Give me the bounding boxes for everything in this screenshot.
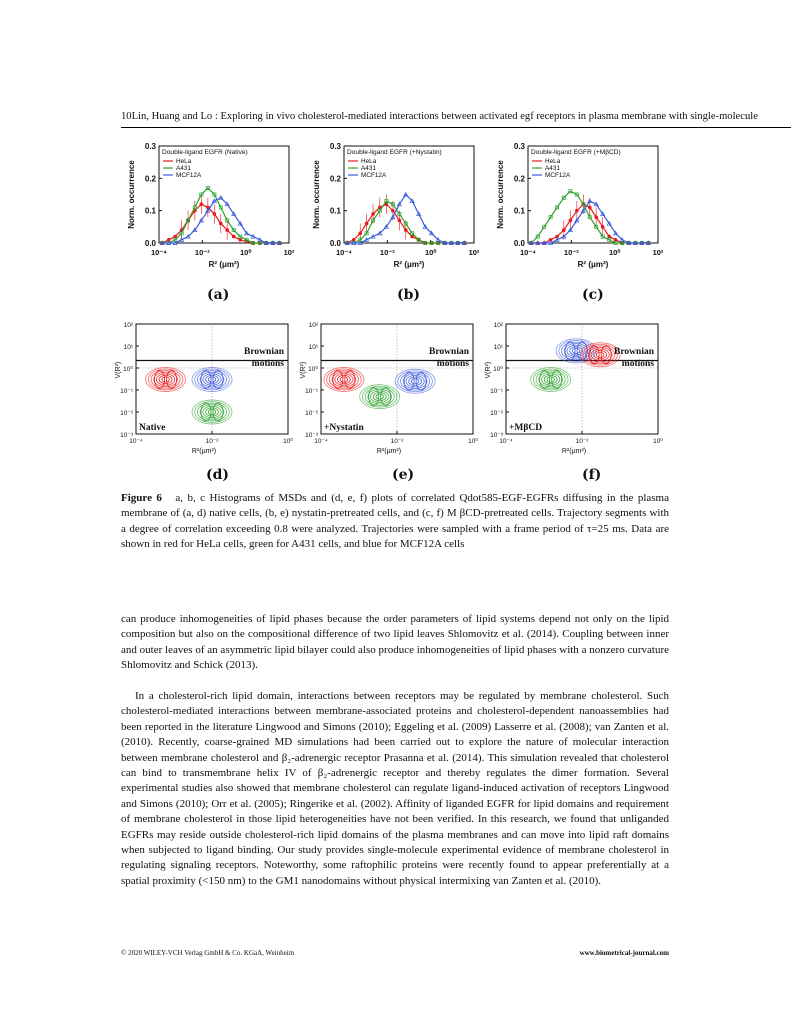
y-tick-label: 0.3 [144, 142, 156, 151]
y-axis-label: V(R²) [300, 361, 307, 379]
y-axis-label: V(R²) [485, 361, 492, 379]
legend-label: A431 [545, 165, 560, 172]
region-label: motions [621, 359, 654, 369]
panel-letter-b: (b) [397, 287, 421, 303]
x-tick-label: 10⁻² [575, 438, 589, 445]
y-tick-label: 0.0 [329, 239, 341, 248]
y-tick-label: 10⁻¹ [305, 388, 318, 395]
figure-panel-d [108, 316, 298, 461]
y-axis-label: V(R²) [115, 361, 122, 379]
legend-label: HeLa [176, 158, 192, 165]
y-axis-label: Norm. occurrence [496, 160, 505, 229]
x-tick-label: 10⁰ [239, 248, 252, 257]
panel-letter-d: (d) [206, 467, 230, 483]
region-label: motions [436, 359, 469, 369]
y-tick-label: 10⁻² [120, 410, 133, 417]
y-tick-label: 10⁻¹ [490, 388, 503, 395]
y-tick-label: 10⁻² [490, 410, 503, 417]
y-tick-label: 0.3 [329, 142, 341, 151]
data-point [614, 238, 618, 242]
legend-label: HeLa [361, 158, 377, 165]
treatment-label: +MβCD [509, 423, 543, 433]
y-tick-label: 10⁰ [493, 366, 503, 373]
panel-letter-c: (c) [582, 287, 604, 303]
y-tick-label: 10² [308, 322, 318, 329]
chart-title: Double-ligand EGFR (Native) [162, 149, 248, 156]
figure-caption-label: Figure 6 [121, 492, 162, 504]
x-axis-label: R²(μm²) [376, 448, 402, 455]
x-tick-label: 10⁻⁴ [335, 248, 353, 257]
panel-letter-a: (a) [207, 287, 230, 303]
y-tick-label: 0.1 [329, 206, 341, 216]
x-tick-label: 10⁻⁴ [499, 438, 513, 445]
treatment-label: +Nystatin [324, 423, 364, 433]
correlation-plot-e [293, 316, 483, 461]
figure-caption-text: a, b, c Histograms of MSDs and (d, e, f) plots of correlated Qdot585-EGF-EGFRs diffusing in the plasma membrane of (a, d) native cells, (b, e) nystatin-pretreated cells, and (c, f) M βCD-pretreated cells. Trajectory segments with a degree of correlation exceeding 0.8 were analyzed. Trajectories were sampled with a frame period of τ=25 ms. Data are shown in red for HeLa cells, green for A431 cells, and blue for MCF12A cells [121, 492, 670, 551]
x-tick-label: 10⁻² [205, 438, 219, 445]
y-tick-label: 10⁻² [305, 410, 318, 417]
legend-label: MCF12A [361, 172, 387, 179]
x-tick-label: 10⁻⁴ [519, 248, 537, 257]
x-tick-label: 10⁻² [379, 248, 395, 257]
data-point [607, 235, 611, 239]
legend-label: HeLa [545, 158, 561, 165]
x-tick-label: 10⁰ [424, 248, 437, 257]
y-axis-label: Norm. occurrence [312, 160, 321, 229]
panel-letter-f: (f) [582, 467, 602, 483]
y-tick-label: 0.2 [144, 174, 156, 184]
histogram-a [121, 138, 301, 278]
y-tick-label: 0.2 [329, 174, 341, 184]
chart-title: Double-ligand EGFR (+Nystatin) [347, 149, 442, 156]
histogram-b [306, 138, 486, 278]
x-axis-label: R² (μm²) [208, 260, 240, 269]
figure-caption [121, 491, 669, 553]
footer-website: www.biometrical-journal.com [579, 949, 669, 957]
x-tick-label: 10⁻⁴ [129, 438, 143, 445]
x-axis-label: R² (μm²) [393, 260, 425, 269]
y-tick-label: 10⁻³ [490, 432, 503, 439]
y-tick-label: 10¹ [123, 344, 133, 351]
x-tick-label: 10⁻² [194, 248, 210, 257]
running-header: 10Lin, Huang and Lo : Exploring in vivo cholesterol-mediated interactions between activated egf receptors in plasma membrane with single-molecule [121, 111, 758, 122]
figure-panel-b [306, 138, 486, 278]
x-tick-label: 10⁰ [608, 248, 621, 257]
region-label: Brownian [429, 347, 469, 357]
y-tick-label: 10⁰ [123, 366, 133, 373]
figure-panel-f [478, 316, 668, 461]
figure-panel-a [121, 138, 301, 278]
chart-title: Double-ligand EGFR (+MβCD) [531, 149, 621, 156]
y-tick-label: 10² [493, 322, 503, 329]
y-tick-label: 10⁻¹ [120, 388, 133, 395]
x-tick-label: 10⁻⁴ [150, 248, 168, 257]
y-tick-label: 10⁰ [308, 366, 318, 373]
y-tick-label: 0.3 [513, 142, 525, 151]
figure-panel-e [293, 316, 483, 461]
region-label: motions [251, 359, 284, 369]
x-axis-label: R²(μm²) [191, 448, 217, 455]
y-tick-label: 10² [123, 322, 133, 329]
footer-copyright: © 2020 WILEY-VCH Verlag GmbH & Co. KGaA, Weinheim [121, 949, 295, 957]
body-paragraph-2: In a cholesterol-rich lipid domain, interactions between receptors may be regulated by membrane cholesterol. Such cholesterol-mediated interactions between membrane-associated proteins and cholesterol-dependent nanoassemblies had been reported in the literature Lingwood and Simons (2010); Eggeling et al. (2009) Lasserre et al. (2008); van Zanten et al. (2010). Recently, coarse-grained MD simulations had been carried out to explore the nature of molecular interaction between membrane cholesterol and β₂-adrenergic receptor Prasanna et al. (2014). This simulation revealed that cholesterol can bind to transmembrane helix IV of β₂-adrenergic receptor and thereby regulates the dimer formation. Several experimental studies also showed that membrane cholesterol can regulate ligand-induced activation of receptors Lingwood and Simons (2010); Orr et al. (2005); Ringerike et al. (2002). Affinity of liganded EGFR for lipid domains and requirement of membrane cholesterol in those lipid heterogeneities have not been verified. In this research, we found that unliganded EGFRs may reside outside cholesterol-rich lipid domains of the plasma membranes and can move into lipid raft domains when subjected to ligand binding. Our study provides single-molecule experimental evidence of membrane cholesterol in regulating signaling receptors. Noteworthy, some raftophilic proteins were recently found to appear preferentially at a spatial proximity (<150 nm) to the GM1 nanodomains without physical intermixing van Zanten et al. (2010). [121, 690, 669, 887]
y-tick-label: 0.0 [513, 239, 525, 248]
legend-label: MCF12A [176, 172, 202, 179]
x-tick-label: 10⁻² [390, 438, 404, 445]
y-tick-label: 0.1 [144, 206, 156, 216]
x-axis-label: R² (μm²) [577, 260, 609, 269]
data-point [238, 238, 242, 242]
figure-panel-c [490, 138, 670, 278]
x-tick-label: 10⁰ [283, 438, 293, 445]
y-tick-label: 0.0 [144, 239, 156, 248]
body-paragraph-1: can produce inhomogeneities of lipid phases because the order parameters of lipid systems depend not only on the lipid composition but also on the compositional difference of two lipid leaves Shlomovitz et al. (2014). Coupling between inner and outer leaves of an asymmetric lipid bilayer could also produce inhomogeneities of lipid phases with a nonzero curvature Shlomovitz and Schick (2013). [121, 613, 669, 672]
correlation-plot-f [478, 316, 668, 461]
y-tick-label: 0.2 [513, 174, 525, 184]
y-tick-label: 10¹ [493, 344, 503, 351]
x-tick-label: 10⁰ [653, 438, 663, 445]
data-point [232, 235, 236, 239]
y-tick-label: 10¹ [308, 344, 318, 351]
x-tick-label: 10² [652, 248, 664, 257]
y-tick-label: 0.1 [513, 206, 525, 216]
x-tick-label: 10⁻² [563, 248, 579, 257]
legend-label: A431 [361, 165, 376, 172]
panel-letter-e: (e) [392, 467, 415, 483]
y-axis-label: Norm. occurrence [127, 160, 136, 229]
x-axis-label: R²(μm²) [561, 448, 587, 455]
region-label: Brownian [244, 347, 284, 357]
x-tick-label: 10⁻⁴ [314, 438, 328, 445]
legend-label: MCF12A [545, 172, 571, 179]
correlation-plot-d [108, 316, 298, 461]
y-tick-label: 10⁻³ [120, 432, 133, 439]
histogram-c [490, 138, 670, 278]
treatment-label: Native [139, 423, 166, 433]
x-tick-label: 10⁰ [468, 438, 478, 445]
header-rule [121, 127, 791, 128]
x-tick-label: 10² [468, 248, 480, 257]
x-tick-label: 10² [283, 248, 295, 257]
legend-label: A431 [176, 165, 191, 172]
y-tick-label: 10⁻³ [305, 432, 318, 439]
region-label: Brownian [614, 347, 654, 357]
